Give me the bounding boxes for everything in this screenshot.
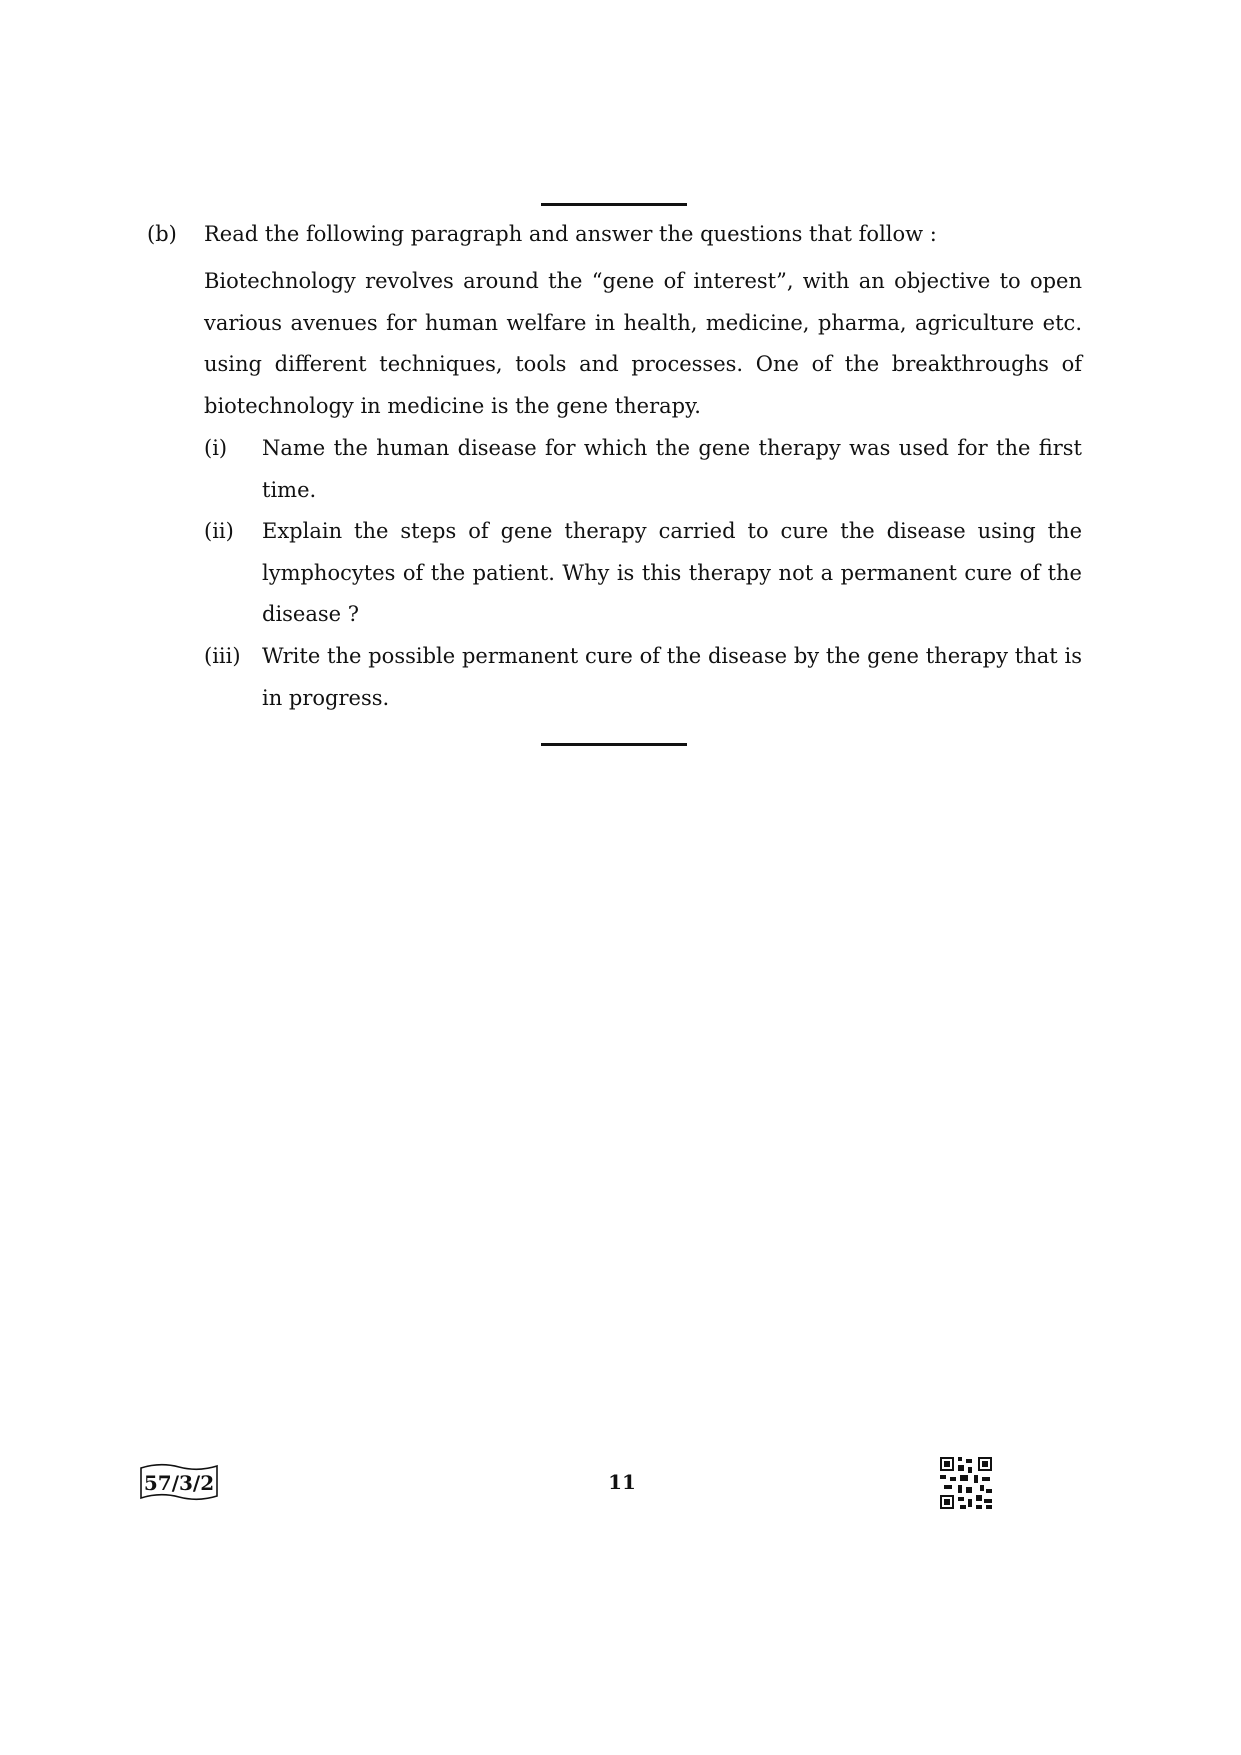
subpart-label: (iii) bbox=[204, 644, 241, 668]
section-divider-top bbox=[541, 203, 687, 206]
question-intro: Read the following paragraph and answer the questions that follow : bbox=[204, 222, 937, 246]
subpart-label: (i) bbox=[204, 436, 228, 460]
paper-code: 57/3/2 bbox=[143, 1471, 215, 1495]
subpart-text: Name the human disease for which the gene therapy was used for the first time. bbox=[262, 436, 1082, 502]
qr-code-icon bbox=[940, 1457, 992, 1509]
question-label: (b) bbox=[147, 222, 177, 246]
page-number: 11 bbox=[608, 1470, 636, 1494]
subpart-text: Explain the steps of gene therapy carried to cure the disease using the lymphocytes of the patient. Why is this therapy not a permanent cure of the disease ? bbox=[262, 519, 1082, 627]
subpart-text: Write the possible permanent cure of the disease by the gene therapy that is in progress. bbox=[262, 644, 1082, 710]
question-paragraph: Biotechnology revolves around the “gene of interest”, with an objective to open various avenues for human welfare in health, medicine, pharma, agriculture etc. using different techniques, tools and processes. One of the breakthroughs of biotechnology in medicine is the gene therapy. bbox=[204, 269, 1082, 418]
paper-code-badge bbox=[138, 1462, 220, 1502]
section-divider-bottom bbox=[541, 743, 687, 746]
subpart-label: (ii) bbox=[204, 519, 234, 543]
